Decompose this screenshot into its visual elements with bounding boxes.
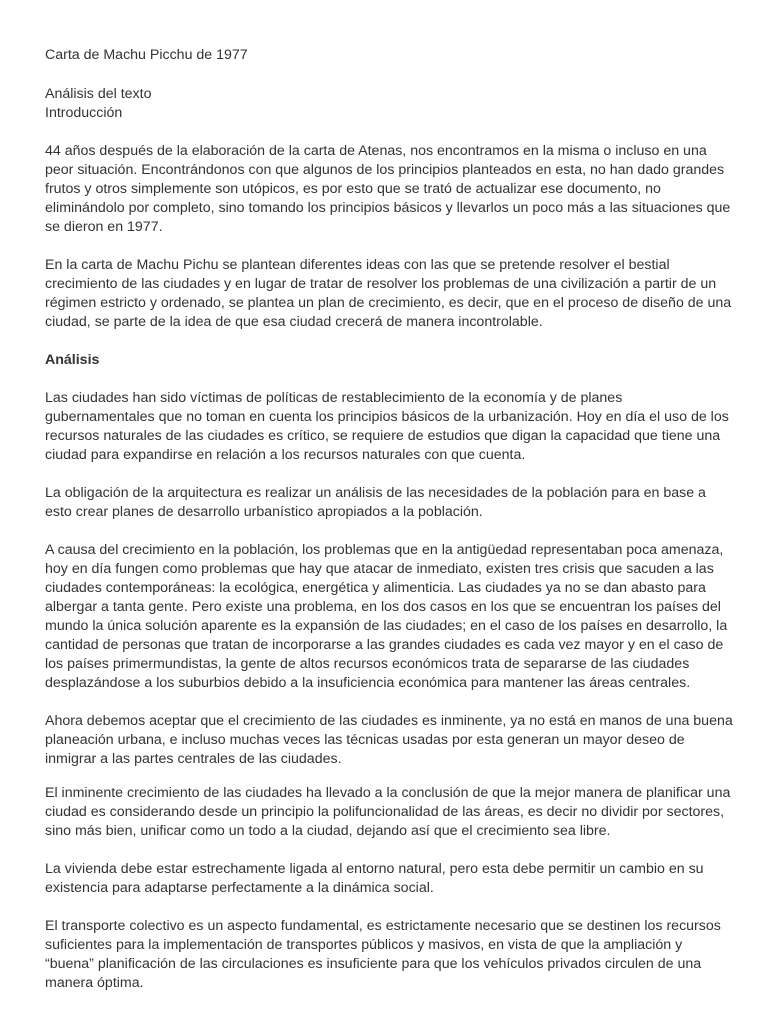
document-title: Carta de Machu Picchu de 1977 bbox=[45, 47, 248, 63]
heading-analysis: Análisis bbox=[45, 352, 100, 368]
section-label-analysis-of-text: Análisis del texto bbox=[45, 86, 152, 102]
paragraph-analysis-6: La vivienda debe estar estrechamente ligada al entorno natural, pero esta debe permitir un cambio en su existencia para adaptarse perfectamente a la dinámica social. bbox=[45, 861, 704, 896]
paragraph-analysis-2: La obligación de la arquitectura es realizar un análisis de las necesidades de la población para en base a esto crear planes de desarrollo urbanístico apropiados a la población. bbox=[45, 485, 706, 520]
paragraph-analysis-4: Ahora debemos aceptar que el crecimiento de las ciudades es inminente, ya no está en manos de una buena planeación urbana, e incluso muchas veces las técnicas usadas por esta generan un mayor deseo de inmigrar a las partes centrales de las ciudades. bbox=[45, 713, 733, 767]
paragraph-intro-1: 44 años después de la elaboración de la carta de Atenas, nos encontramos en la misma o incluso en una peor situación. Encontrándonos con que algunos de los principios planteados en esta, no han dado grandes frutos y otros simplemente son utópicos, es por esto que se trató de actualizar ese documento, no eliminándolo por completo, sino tomando los principios básicos y llevarlos un poco más a las situaciones que se dieron en 1977. bbox=[45, 143, 731, 235]
paragraph-analysis-3: A causa del crecimiento en la población, los problemas que en la antigüedad representaban poca amenaza, hoy en día fungen como problemas que hay que atacar de inmediato, existen tres crisis que sacuden a las ciudades contemporáneas: la ecológica, energética y alimenticia. Las ciudades ya no se dan abasto para albergar a tanta gente. Pero existe una problema, en los dos casos en los que se encuentran los países del mundo la única solución aparente es la expansión de las ciudades; en el caso de los países en desarrollo, la cantidad de personas que tratan de incorporarse a las grandes ciudades es cada vez mayor y en el caso de los países primermundistas, la gente de altos recursos económicos trata de separarse de las ciudades desplazándose a los suburbios debido a la insuficiencia económica para mantener las áreas centrales. bbox=[45, 542, 728, 691]
paragraph-analysis-1: Las ciudades han sido víctimas de políticas de restablecimiento de la economía y de planes gubernamentales que no toman en cuenta los principios básicos de la urbanización. Hoy en día el uso de los recursos naturales de las ciudades es crítico, se requiere de estudios que digan la capacidad que tiene una ciudad para expandirse en relación a los recursos naturales con que cuenta. bbox=[45, 390, 729, 463]
paragraph-analysis-5: El inminente crecimiento de las ciudades ha llevado a la conclusión de que la mejor manera de planificar una ciudad es considerando desde un principio la polifuncionalidad de las áreas, es decir no dividir por sectores, sino más bien, unificar como un todo a la ciudad, dejando así que el crecimiento sea libre. bbox=[45, 785, 731, 839]
paragraph-analysis-7: El transporte colectivo es un aspecto fundamental, es estrictamente necesario que se destinen los recursos suficientes para la implementación de transportes públicos y masivos, en vista de que la ampliación y “buena” planificación de las circulaciones es insuficiente para que los vehículos privados circulen de una manera óptima. bbox=[45, 918, 721, 991]
paragraph-intro-2: En la carta de Machu Pichu se plantean diferentes ideas con las que se pretende resolver el bestial crecimiento de las ciudades y en lugar de tratar de resolver los problemas de una civilización a partir de un régimen estricto y ordenado, se plantea un plan de crecimiento, es decir, que en el proceso de diseño de una ciudad, se parte de la idea de que esa ciudad crecerá de manera incontrolable. bbox=[45, 257, 732, 330]
document-page bbox=[45, 46, 735, 993]
section-label-introduction: Introducción bbox=[45, 105, 123, 121]
